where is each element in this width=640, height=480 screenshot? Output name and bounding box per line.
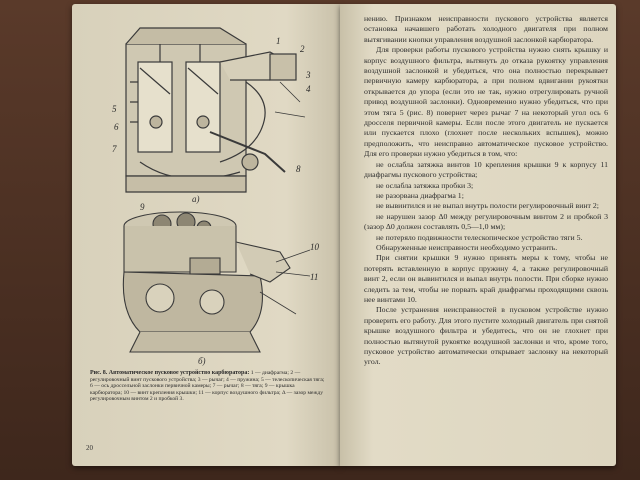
left-page <box>72 4 340 466</box>
paragraph: не разорвана диафрагма 1; <box>376 190 464 200</box>
callout-11: 11 <box>310 272 319 282</box>
callout-9: 9 <box>140 202 145 212</box>
body-text <box>364 14 608 368</box>
paragraph: не ослабла затяжка пробки 3; <box>376 180 474 190</box>
right-page <box>340 4 616 466</box>
open-book <box>66 4 622 474</box>
figure-caption <box>90 370 326 403</box>
carburetor-assembly-drawing <box>100 202 322 370</box>
carburetor-section-drawing <box>100 22 322 202</box>
callout-8: 8 <box>296 164 301 174</box>
page-number: 20 <box>86 444 93 452</box>
callout-4: 4 <box>306 84 311 94</box>
paragraph: нению. Признаком неисправности пускового устройства является остановка начавшего работать холодного двигателя при полном вытягивании кнопки управления воздушной заслонкой карбюратора. <box>364 14 608 44</box>
paragraph: не ослабла затяжка винтов 10 крепления крышки 9 к корпусу 11 диафрагмы пускового устройства; <box>364 159 608 180</box>
callout-5: 5 <box>112 104 117 114</box>
callout-7: 7 <box>112 144 117 154</box>
paragraph: Для проверки работы пускового устройства нужно снять крышку и корпус воздушного фильтра, вытянуть до отказа рукоятку управления воздушной заслонкой и убедиться, что она полностью перекрывает первичную камеру карбюратора, а при полном вдвигании рукоятки открывается до упора (если это не так, нужно отрегулировать ручной привод воздушной заслонки). Одновременно нужно убедиться, что при этом тяга 5 (рис. 8) повернет через рычаг 7 на некоторый угол ось 6 дросселя первичной камеры. Если после этого двигатель не пускается или пускается плохо (глохнет после нескольких вспышек), можно предположить, что неисправно автоматическое пусковое устройство. Для его проверки нужно убедиться в том, что: <box>364 45 608 159</box>
figure-b-label: б) <box>198 356 206 366</box>
callout-3: 3 <box>306 70 311 80</box>
paragraph: не вывинтился и не выпал внутрь полости регулировочный винт 2; <box>376 201 599 211</box>
paragraph: не нарушен зазор Δ0 между регулировочным винтом 2 и пробкой 3 (зазор Δ0 должен составлять 0,5—1,0 мм); <box>364 211 608 232</box>
paragraph: Обнаруженные неисправности необходимо устранить. <box>376 242 558 252</box>
callout-10: 10 <box>310 242 319 252</box>
caption-body: 1 — диафрагма; 2 — регулировочный винт пускового устройства; 3 — рычаг; 4 — пружина; 5 — телескопическая тяга; 6 — ось дроссельной заслонки первичной камеры; 7 — рычаг; 8 — тяга; 9 — крышка карбюратора; 10 — винт крепления крышки; 11 — корпус воздушного фильтра; Δ — зазор между регулировочным винтом 2 и пробкой 3. <box>90 370 325 403</box>
caption-title: Рис. 8. Автоматическое пусковое устройство карбюратора: <box>90 370 250 376</box>
figure-a-label: а) <box>192 194 200 204</box>
callout-1: 1 <box>276 36 281 46</box>
paragraph: После устранения неисправностей в пусковом устройстве нужно проверить его работу. Для этого пустите холодный двигатель при снятой крышке воздушного фильтра и убедитесь, что он не глохнет при полностью вытянутой рукоятке воздушной заслонки и что, кроме того, пусковое устройство автоматически открывает заслонку на некоторый угол. <box>364 305 608 367</box>
callout-2: 2 <box>300 44 305 54</box>
callout-6: 6 <box>114 122 119 132</box>
paragraph: не потеряло подвижности телескопическое устройство тяги 5. <box>376 232 583 242</box>
paragraph: При снятии крышки 9 нужно принять меры к тому, чтобы не потерять вставленную в корпус пружину 4, а также регулировочный винт 2, если он вывинтился и выпал внутрь полости. При сборке нужно следить за тем, чтобы не порвать край диафрагмы проходящими сквозь нее винтами 10. <box>364 253 608 304</box>
